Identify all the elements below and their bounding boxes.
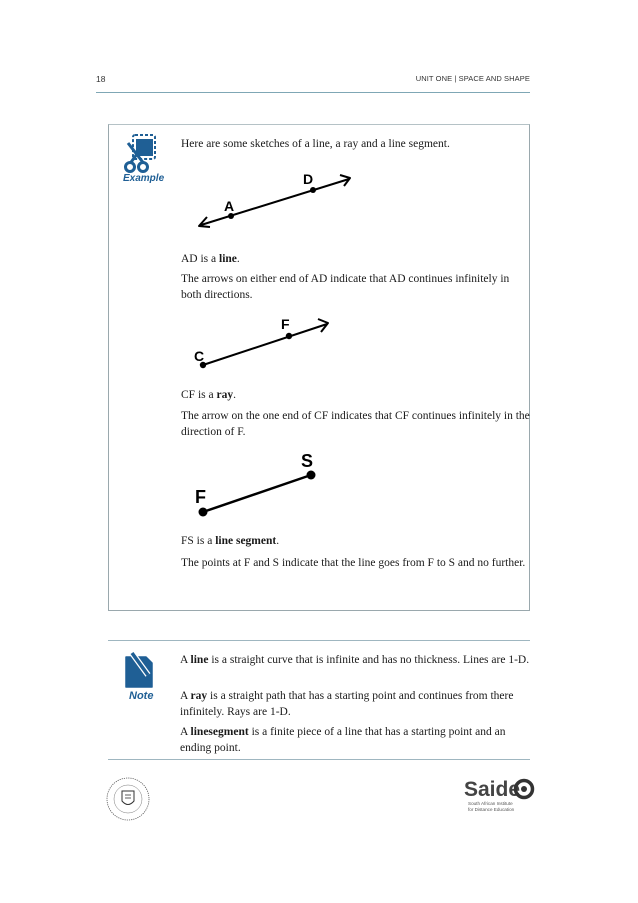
line-caption: AD is a line. xyxy=(181,253,240,265)
note-item-line: A line is a straight curve that is infinite and has no thickness. Lines are 1-D. xyxy=(180,654,530,666)
page-header xyxy=(96,74,530,93)
ray-diagram xyxy=(191,313,341,374)
point-label-c: C xyxy=(194,348,205,364)
saide-logo xyxy=(464,776,536,821)
point-label-f-ray: F xyxy=(281,316,290,332)
segment-diagram xyxy=(191,447,341,522)
saide-subtitle-1: South African Institute xyxy=(468,801,513,806)
point-label-d: D xyxy=(303,171,314,187)
segment-caption: FS is a line segment. xyxy=(181,535,280,547)
saide-brand-text: Saide xyxy=(464,778,521,801)
point-label-f-segment: F xyxy=(195,487,206,507)
line-explanation: The arrows on either end of AD indicate that AD continues infinitely in both directions. xyxy=(181,273,510,301)
page-number: 18 xyxy=(96,74,106,84)
running-head: UNIT ONE | SPACE AND SHAPE xyxy=(415,74,530,83)
university-seal-logo xyxy=(105,776,151,827)
example-intro: Here are some sketches of a line, a ray and a line segment. xyxy=(181,138,450,150)
ray-caption: CF is a ray. xyxy=(181,389,236,401)
segment-explanation: The points at F and S indicate that the line goes from F to S and no further. xyxy=(181,557,526,569)
note-item-ray: A ray is a straight path that has a starting point and continues from there infinitely. Rays are 1-D. xyxy=(180,690,514,718)
point-label-s: S xyxy=(301,451,314,471)
scissors-icon xyxy=(123,133,157,178)
ray-explanation: The arrow on the one end of CF indicates that CF continues infinitely in the direction of F. xyxy=(181,410,530,438)
note-box xyxy=(108,640,530,760)
example-icon-label: Example xyxy=(123,173,165,184)
point-label-a: A xyxy=(224,198,235,214)
line-diagram xyxy=(191,171,361,238)
note-item-segment: A linesegment is a finite piece of a line that has a starting point and an ending point. xyxy=(180,726,506,754)
saide-subtitle-2: for Distance Education xyxy=(468,807,515,812)
note-icon-label: Note xyxy=(129,690,154,702)
example-box xyxy=(108,124,530,611)
